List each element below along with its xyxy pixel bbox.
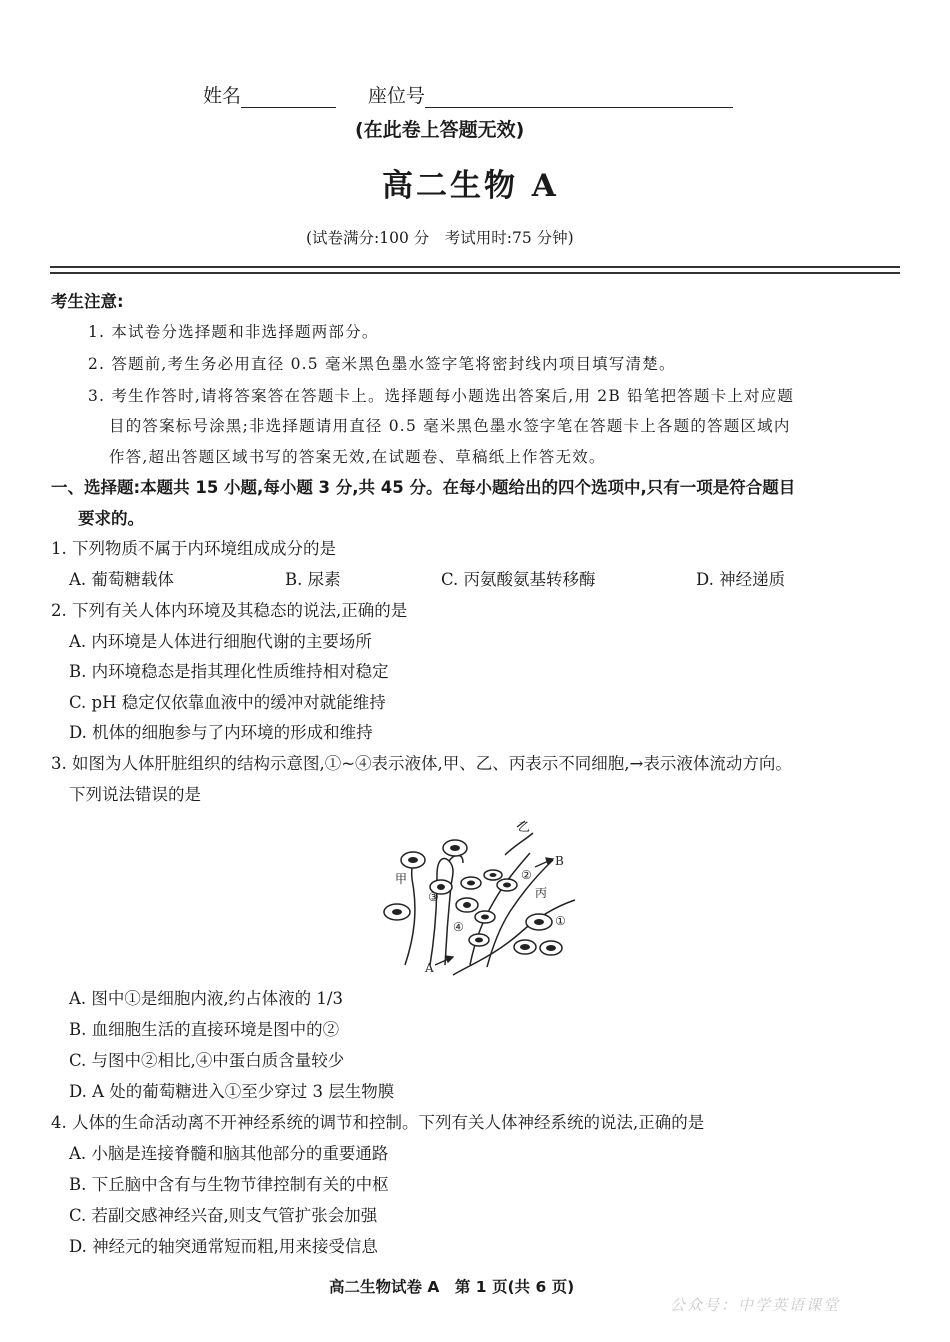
name-field bbox=[203, 84, 336, 108]
name-blank bbox=[241, 87, 336, 108]
q3-option-d: D. A 处的葡萄糖进入①至少穿过 3 层生物膜 bbox=[69, 1082, 395, 1101]
notice-item-2: 2. 答题前,考生务必用直径 0.5 毫米黑色墨水签字笔将密封线内项目填写清楚。 bbox=[88, 355, 676, 373]
q1-option-c: C. 丙氨酸氨基转移酶 bbox=[441, 570, 596, 589]
q2-option-a: A. 内环境是人体进行细胞代谢的主要场所 bbox=[69, 632, 372, 651]
q4-option-b: B. 下丘脑中含有与生物节律控制有关的中枢 bbox=[69, 1175, 389, 1194]
top-rule-2 bbox=[50, 272, 900, 274]
liver-tissue-diagram bbox=[375, 815, 585, 980]
q2-option-b: B. 内环境稳态是指其理化性质维持相对稳定 bbox=[69, 662, 389, 681]
q1-option-d: D. 神经递质 bbox=[696, 570, 786, 589]
seat-field bbox=[368, 84, 733, 108]
name-label: 姓名 bbox=[203, 85, 242, 107]
question-4-stem: 4. 人体的生命活动离不开神经系统的调节和控制。下列有关人体神经系统的说法,正确的是 bbox=[51, 1113, 705, 1132]
notice-item-3-cont1: 目的答案标号涂黑;非选择题请用直径 0.5 毫米黑色墨水签字笔在答题卡上各题的答题区域内 bbox=[109, 417, 791, 435]
label-1: ① bbox=[555, 914, 566, 928]
label-b: B bbox=[555, 854, 564, 868]
notice-item-3: 3. 考生作答时,请将答案答在答题卡上。选择题每小题选出答案后,用 2B 铅笔把答题卡上对应题 bbox=[88, 387, 795, 405]
label-4: ④ bbox=[453, 920, 464, 934]
invalid-note: (在此卷上答题无效) bbox=[355, 119, 525, 141]
page-footer: 高二生物试卷 A 第 1 页(共 6 页) bbox=[329, 1278, 575, 1296]
seat-label: 座位号 bbox=[368, 85, 426, 107]
exam-info: (试卷满分:100 分 考试用时:75 分钟) bbox=[306, 229, 574, 247]
q3-option-b: B. 血细胞生活的直接环境是图中的② bbox=[69, 1020, 340, 1039]
page-title: 高二生物 A bbox=[382, 168, 559, 204]
label-bing: 丙 bbox=[535, 886, 548, 900]
question-2-stem: 2. 下列有关人体内环境及其稳态的说法,正确的是 bbox=[51, 601, 408, 620]
q4-option-c: C. 若副交感神经兴奋,则支气管扩张会加强 bbox=[69, 1206, 378, 1225]
label-2: ② bbox=[521, 868, 532, 882]
q3-option-a: A. 图中①是细胞内液,约占体液的 1/3 bbox=[69, 989, 343, 1008]
notice-item-3-cont2: 作答,超出答题区域书写的答案无效,在试题卷、草稿纸上作答无效。 bbox=[109, 448, 606, 466]
label-a: A bbox=[425, 961, 434, 975]
seat-blank bbox=[425, 87, 733, 108]
q4-option-d: D. 神经元的轴突通常短而粗,用来接受信息 bbox=[69, 1237, 378, 1256]
q2-option-d: D. 机体的细胞参与了内环境的形成和维持 bbox=[69, 723, 373, 742]
top-rule-1 bbox=[50, 266, 900, 268]
section-heading: 一、选择题:本题共 15 小题,每小题 3 分,共 45 分。在每小题给出的四个选项中,只有一项是符合题目 bbox=[51, 478, 796, 497]
q1-option-b: B. 尿素 bbox=[285, 570, 341, 589]
section-heading-cont: 要求的。 bbox=[78, 509, 144, 528]
q1-option-a: A. 葡萄糖载体 bbox=[69, 570, 174, 589]
q3-option-c: C. 与图中②相比,④中蛋白质含量较少 bbox=[69, 1051, 345, 1070]
question-3-stem: 3. 如图为人体肝脏组织的结构示意图,①~④表示液体,甲、乙、丙表示不同细胞,→表示液体流动方向。 bbox=[51, 754, 792, 773]
label-jia: 甲 bbox=[395, 872, 408, 886]
label-3: ③ bbox=[428, 890, 439, 904]
q4-option-a: A. 小脑是连接脊髓和脑其他部分的重要通路 bbox=[69, 1144, 389, 1163]
question-1-stem: 1. 下列物质不属于内环境组成成分的是 bbox=[51, 539, 336, 558]
question-3-stem-cont: 下列说法错误的是 bbox=[69, 785, 201, 804]
watermark-text: 公众号：中学英语课堂 bbox=[670, 1296, 841, 1314]
notice-heading: 考生注意: bbox=[51, 292, 124, 311]
label-yi: 乙 bbox=[518, 820, 531, 834]
notice-item-1: 1. 本试卷分选择题和非选择题两部分。 bbox=[88, 323, 379, 341]
q2-option-c: C. pH 稳定仅依靠血液中的缓冲对就能维持 bbox=[69, 693, 386, 712]
